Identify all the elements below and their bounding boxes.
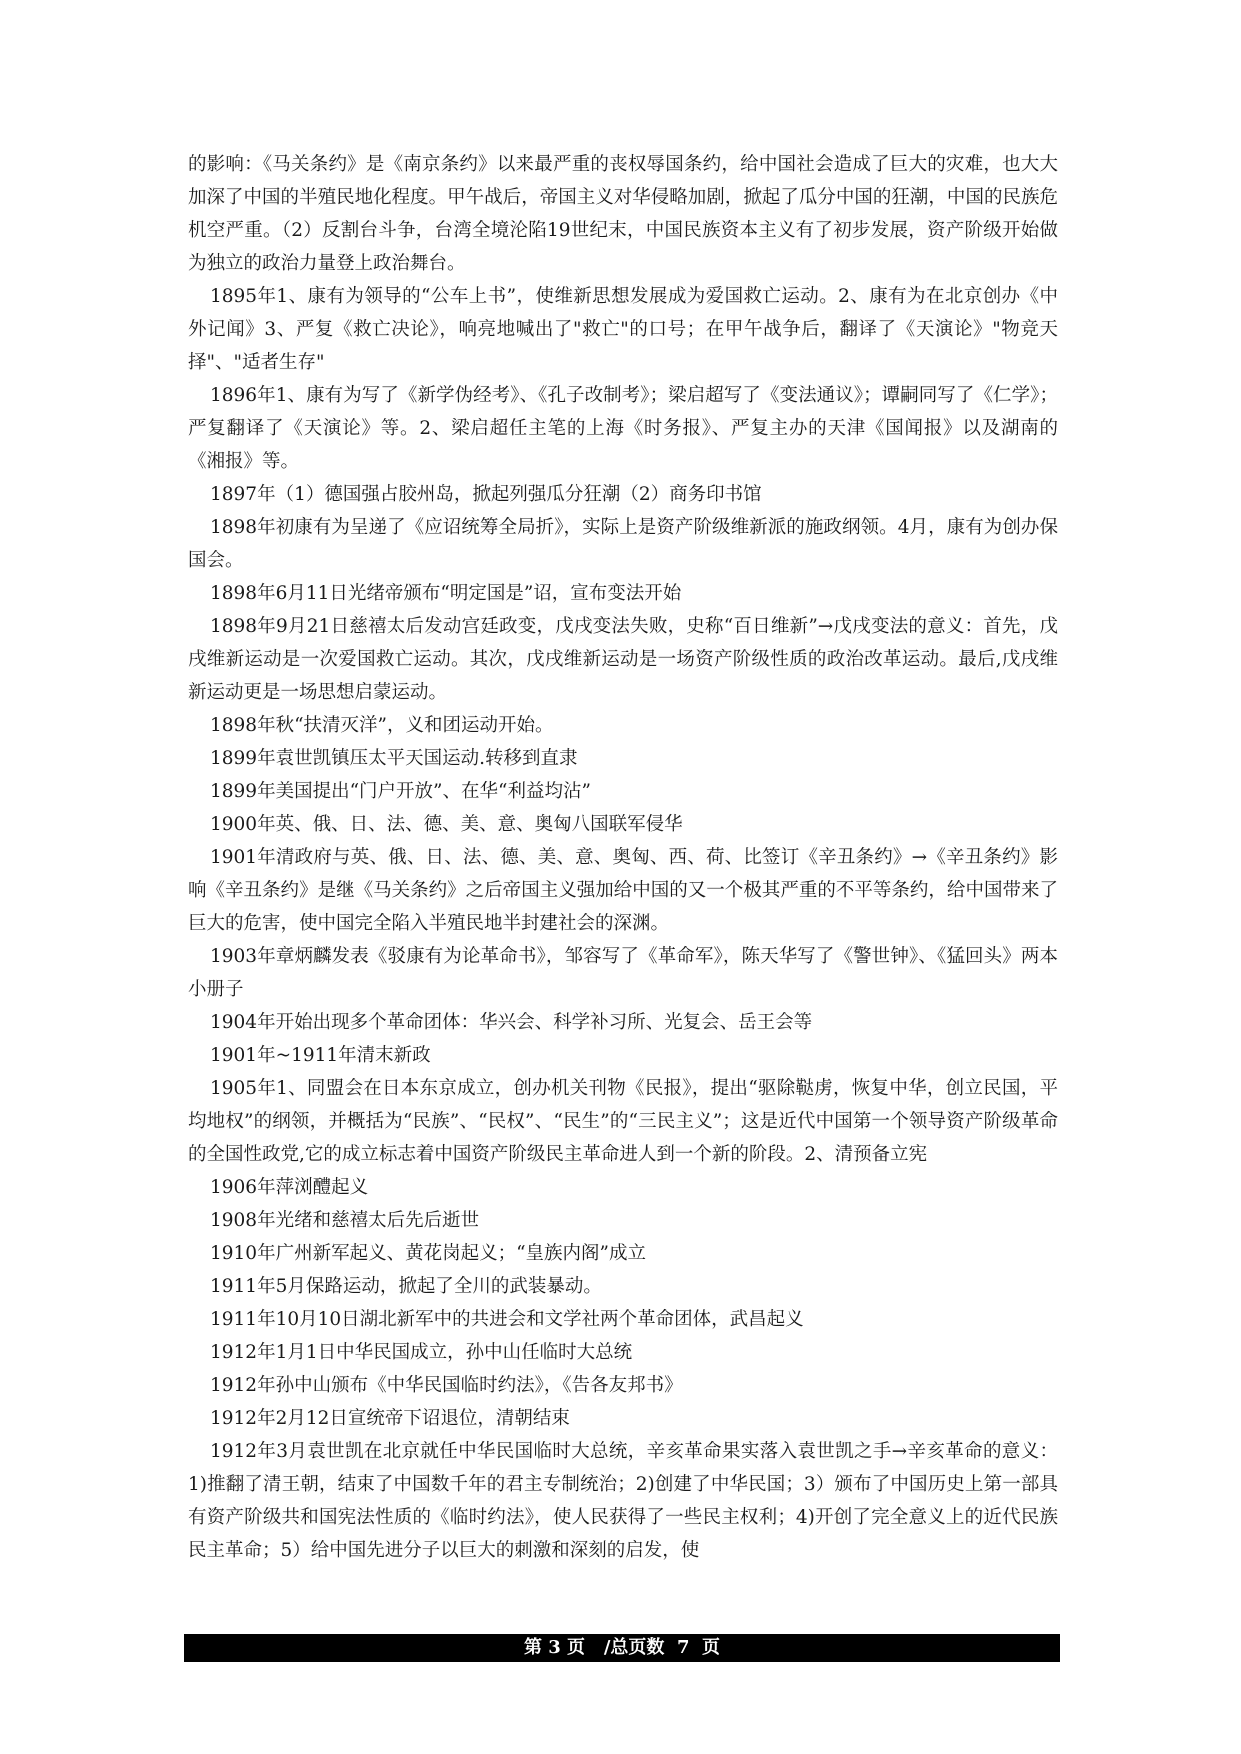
paragraph: 1906年萍浏醴起义 (210, 1177, 369, 1198)
paragraph: 1911年10月10日湖北新军中的共进会和文学社两个革命团体，武昌起义 (210, 1309, 804, 1330)
paragraph: 1900年英、俄、日、法、德、美、意、奥匈八国联军侵华 (210, 814, 683, 835)
paragraph: 1898年秋“扶清灭洋”，义和团运动开始。 (210, 715, 554, 736)
paragraph: 1901年清政府与英、俄、日、法、德、美、意、奥匈、西、荷、比签订《辛丑条约》→《辛丑条约》影响《辛丑条约》是继《马关条约》之后帝国主义强加给中国的又一个极其严重的不平等条约，给中国带来了巨大的危害，使中国完全陷入半殖民地半封建社会的深渊。 (188, 847, 1058, 934)
paragraph: 1912年孙中山颁布《中华民国临时约法》，《告各友邦书》 (210, 1375, 683, 1396)
paragraph: 1895年1、康有为领导的“公车上书”，使维新思想发展成为爱国救亡运动。2、康有为在北京创办《中外记闻》3、严复《救亡决论》，响亮地喊出了"救亡"的口号；在甲午战争后，翻译了《天演论》"物竞天择"、"适者生存" (188, 286, 1058, 373)
paragraph: 1898年6月11日光绪帝颁布“明定国是”诏，宣布变法开始 (210, 583, 682, 604)
paragraph: 1904年开始出现多个革命团体：华兴会、科学补习所、光复会、岳王会等 (210, 1012, 813, 1033)
paragraph: 1898年9月21日慈禧太后发动宫廷政变，戊戌变法失败，史称“百日维新”→戊戌变法的意义：首先，戊戌维新运动是一次爱国救亡运动。其次，戊戌维新运动是一场资产阶级性质的政治改革运动。最后,戊戌维新运动更是一场思想启蒙运动。 (188, 616, 1058, 703)
page-number: 第 3 页 /总页数 7 页 (523, 1637, 721, 1658)
paragraph: 1912年3月袁世凯在北京就任中华民国临时大总统，辛亥革命果实落入袁世凯之手→辛亥革命的意义：1)推翻了清王朝，结束了中国数千年的君主专制统治；2)创建了中华民国；3）颁布了中国历史上第一部具有资产阶级共和国宪法性质的《临时约法》，使人民获得了一些民主权利；4)开创了完全意义上的近代民族民主革命；5）给中国先进分子以巨大的刺激和深刻的启发，使 (188, 1441, 1058, 1561)
paragraph: 1901年~1911年清末新政 (210, 1045, 431, 1066)
paragraph: 1898年初康有为呈递了《应诏统筹全局折》，实际上是资产阶级维新派的施政纲领。4月，康有为创办保国会。 (188, 517, 1058, 571)
paragraph: 1903年章炳麟发表《驳康有为论革命书》，邹容写了《革命军》，陈天华写了《警世钟》、《猛回头》两本小册子 (188, 946, 1058, 1000)
paragraph: 1910年广州新军起义、黄花岗起义；“皇族内阁”成立 (210, 1243, 646, 1264)
paragraph: 1911年5月保路运动，掀起了全川的武装暴动。 (210, 1276, 602, 1297)
document-body (188, 148, 1058, 1567)
paragraph: 1899年美国提出“门户开放”、在华“利益均沾” (210, 781, 591, 802)
paragraph: 1897年（1）德国强占胶州岛，掀起列强瓜分狂潮（2）商务印书馆 (210, 484, 762, 505)
paragraph: 1912年2月12日宣统帝下诏退位，清朝结束 (210, 1408, 570, 1429)
page-footer (184, 1634, 1060, 1662)
paragraph: 1912年1月1日中华民国成立，孙中山任临时大总统 (210, 1342, 633, 1363)
paragraph: 1896年1、康有为写了《新学伪经考》、《孔子改制考》；梁启超写了《变法通议》；谭嗣同写了《仁学》；严复翻译了《天演论》等。2、梁启超任主笔的上海《时务报》、严复主办的天津《国闻报》以及湖南的《湘报》等。 (188, 385, 1058, 472)
paragraph: 1905年1、同盟会在日本东京成立，创办机关刊物《民报》，提出“驱除鞑虏，恢复中华，创立民国，平均地权”的纲领，并概括为“民族”、“民权”、“民生”的“三民主义”；这是近代中国第一个领导资产阶级革命的全国性政党,它的成立标志着中国资产阶级民主革命进人到一个新的阶段。2、清预备立宪 (188, 1078, 1058, 1165)
paragraph: 的影响：《马关条约》是《南京条约》以来最严重的丧权辱国条约，给中国社会造成了巨大的灾难，也大大加深了中国的半殖民地化程度。甲午战后，帝国主义对华侵略加剧，掀起了瓜分中国的狂潮，中国的民族危机空严重。（2）反割台斗争，台湾全境沦陷19世纪末，中国民族资本主义有了初步发展，资产阶级开始做为独立的政治力量登上政治舞台。 (188, 154, 1058, 274)
paragraph: 1908年光绪和慈禧太后先后逝世 (210, 1210, 480, 1231)
paragraph: 1899年袁世凯镇压太平天国运动.转移到直隶 (210, 748, 578, 769)
